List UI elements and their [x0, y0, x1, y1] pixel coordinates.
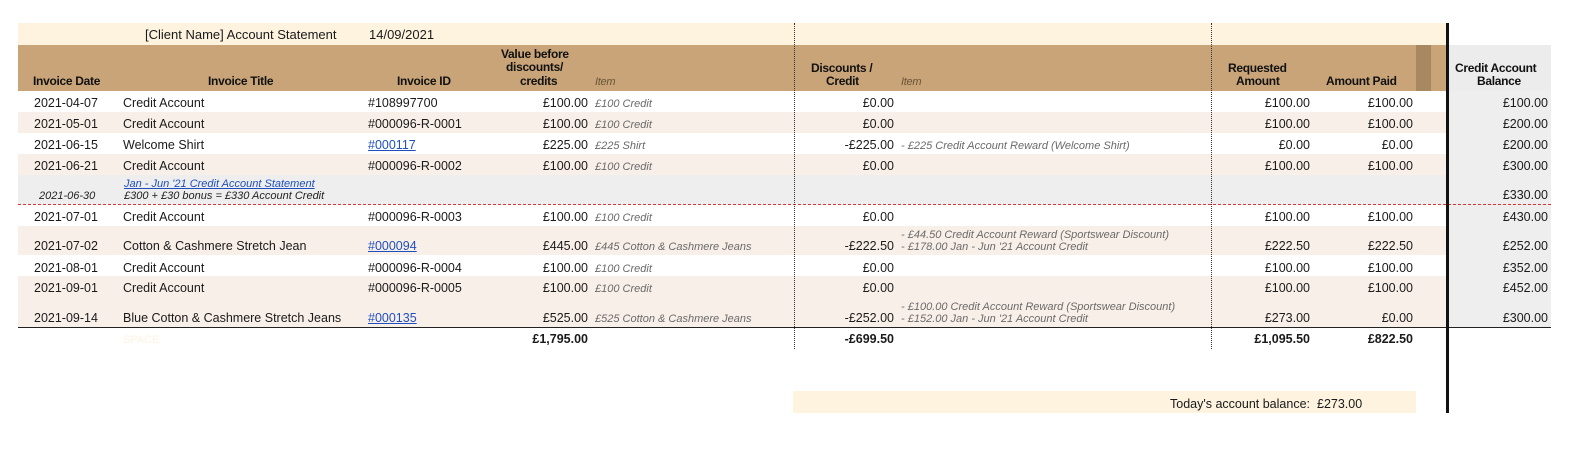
cell-discount: £0.00 — [862, 96, 894, 110]
cell-paid: £100.00 — [1367, 210, 1413, 224]
cell-date: 2021-08-01 — [34, 261, 98, 275]
cell-balance: £430.00 — [1502, 210, 1548, 224]
total-paid: £822.50 — [1367, 332, 1413, 346]
cell-date: 2021-06-21 — [34, 159, 98, 173]
cell-date: 2021-07-02 — [34, 239, 98, 253]
cell-balance: £200.00 — [1502, 138, 1548, 152]
cell-discount: £0.00 — [862, 117, 894, 131]
cell-discount: -£252.00 — [844, 311, 894, 325]
total-requested: £1,095.50 — [1254, 332, 1310, 346]
cell-date: 2021-06-15 — [34, 138, 98, 152]
cell-paid: £100.00 — [1367, 117, 1413, 131]
cell-discount: £0.00 — [862, 261, 894, 275]
statement-title: [Client Name] Account Statement — [145, 27, 337, 42]
header-invoice-id[interactable]: Invoice ID — [397, 74, 451, 88]
cell-balance: £300.00 — [1502, 311, 1548, 325]
header-balance-1[interactable]: Credit Account — [1455, 61, 1537, 75]
header-amount-paid[interactable]: Amount Paid — [1326, 74, 1397, 88]
header-value-before-1[interactable]: Value before — [501, 47, 569, 61]
cell-discount-item: - £100.00 Credit Account Reward (Sportswear Discount) — [901, 301, 1176, 313]
cell-paid: £222.50 — [1367, 239, 1413, 253]
total-discount: -£699.50 — [844, 332, 894, 346]
space-placeholder: SPACE — [123, 334, 160, 346]
balance-column-border — [1446, 23, 1449, 413]
cell-invoice-id: #000096-R-0004 — [368, 261, 462, 275]
cell-requested: £100.00 — [1264, 210, 1310, 224]
cell-title: Credit Account — [123, 210, 205, 224]
totals-rule-right — [1449, 327, 1551, 328]
cell-paid: £100.00 — [1367, 96, 1413, 110]
cell-title: Credit Account — [123, 117, 205, 131]
header-item[interactable]: Item — [595, 76, 616, 88]
cell-discount: £0.00 — [862, 210, 894, 224]
statement-date: 14/09/2021 — [369, 27, 435, 42]
cell-date: 2021-09-14 — [34, 311, 98, 325]
cell-date: 2021-04-07 — [34, 96, 98, 110]
header-discount-item[interactable]: Item — [901, 76, 922, 88]
header-value-before-2[interactable]: discounts/ — [506, 60, 564, 74]
invoice-link[interactable]: #000094 — [368, 239, 417, 253]
cell-invoice-id: #000096-R-0005 — [368, 281, 462, 295]
cell-date: 2021-07-01 — [34, 210, 98, 224]
summary-balance: £330.00 — [1502, 188, 1548, 202]
cell-title: Welcome Shirt — [123, 138, 205, 152]
cell-requested: £100.00 — [1264, 281, 1310, 295]
cell-invoice-id: #000096-R-0001 — [368, 117, 462, 131]
cell-value: £100.00 — [542, 159, 588, 173]
header-discounts-2[interactable]: Credit — [826, 74, 859, 88]
cell-value: £225.00 — [542, 138, 588, 152]
cell-balance: £252.00 — [1502, 239, 1548, 253]
cell-balance: £200.00 — [1502, 117, 1548, 131]
summary-date: 2021-06-30 — [39, 190, 96, 202]
cell-balance: £300.00 — [1502, 159, 1548, 173]
cell-balance: £352.00 — [1502, 261, 1548, 275]
credit-statement-link[interactable]: Jan - Jun '21 Credit Account Statement — [124, 178, 315, 190]
cell-title: Credit Account — [123, 96, 205, 110]
cell-discount: £0.00 — [862, 159, 894, 173]
header-invoice-date[interactable]: Invoice Date — [33, 74, 101, 88]
cell-date: 2021-05-01 — [34, 117, 98, 131]
summary-note: £300 + £30 bonus = £330 Account Credit — [124, 190, 325, 202]
cell-requested: £100.00 — [1264, 261, 1310, 275]
cell-invoice-id: #108997700 — [368, 96, 438, 110]
cell-balance: £100.00 — [1502, 96, 1548, 110]
cell-requested: £222.50 — [1264, 239, 1310, 253]
header-value-before-3[interactable]: credits — [520, 74, 558, 88]
column-divider — [794, 23, 795, 349]
cell-title: Credit Account — [123, 281, 205, 295]
today-balance-label: Today's account balance: — [1170, 397, 1310, 411]
header-shade-cell — [1416, 45, 1431, 91]
cell-invoice-id: #000096-R-0002 — [368, 159, 462, 173]
cell-requested: £100.00 — [1264, 159, 1310, 173]
invoice-link[interactable]: #000135 — [368, 311, 417, 325]
cell-item: £100 Credit — [595, 161, 652, 173]
cell-title: Credit Account — [123, 261, 205, 275]
total-value: £1,795.00 — [532, 332, 588, 346]
cell-item: £525 Cotton & Cashmere Jeans — [595, 313, 752, 325]
cell-paid: £0.00 — [1381, 138, 1413, 152]
cell-value: £100.00 — [542, 117, 588, 131]
cell-invoice-id: #000096-R-0003 — [368, 210, 462, 224]
cell-item: £100 Credit — [595, 283, 652, 295]
period-divider — [18, 204, 1551, 205]
header-balance-2[interactable]: Balance — [1477, 74, 1521, 88]
totals-rule — [18, 327, 1446, 328]
cell-title: Blue Cotton & Cashmere Stretch Jeans — [123, 311, 342, 325]
cell-balance: £452.00 — [1502, 281, 1548, 295]
cell-discount-item: - £152.00 Jan - Jun '21 Account Credit — [901, 313, 1088, 325]
header-discounts-1[interactable]: Discounts / — [811, 61, 873, 75]
header-requested-1[interactable]: Requested — [1228, 61, 1287, 75]
cell-paid: £100.00 — [1367, 159, 1413, 173]
cell-discount-item: - £225 Credit Account Reward (Welcome Shirt) — [901, 140, 1130, 152]
cell-item: £100 Credit — [595, 119, 652, 131]
cell-value: £100.00 — [542, 210, 588, 224]
cell-discount: -£222.50 — [844, 239, 894, 253]
cell-value: £100.00 — [542, 281, 588, 295]
cell-requested: £100.00 — [1264, 96, 1310, 110]
cell-value: £100.00 — [542, 96, 588, 110]
today-balance-value: £273.00 — [1317, 397, 1363, 411]
cell-paid: £100.00 — [1367, 281, 1413, 295]
cell-discount: -£225.00 — [844, 138, 894, 152]
cell-item: £100 Credit — [595, 263, 652, 275]
column-divider — [1211, 23, 1212, 349]
cell-item: £445 Cotton & Cashmere Jeans — [595, 241, 752, 253]
cell-value: £100.00 — [542, 261, 588, 275]
invoice-link[interactable]: #000117 — [368, 138, 416, 152]
cell-requested: £0.00 — [1278, 138, 1310, 152]
cell-discount-item: - £178.00 Jan - Jun '21 Account Credit — [901, 241, 1088, 253]
cell-requested: £273.00 — [1264, 311, 1310, 325]
cell-value: £525.00 — [542, 311, 588, 325]
header-requested-2[interactable]: Amount — [1236, 74, 1280, 88]
cell-requested: £100.00 — [1264, 117, 1310, 131]
cell-paid: £100.00 — [1367, 261, 1413, 275]
cell-title: Credit Account — [123, 159, 205, 173]
cell-discount-item: - £44.50 Credit Account Reward (Sportswear Discount) — [901, 229, 1169, 241]
cell-item: £225 Shirt — [595, 140, 646, 152]
cell-title: Cotton & Cashmere Stretch Jean — [123, 239, 307, 253]
cell-discount: £0.00 — [862, 281, 894, 295]
cell-date: 2021-09-01 — [34, 281, 98, 295]
cell-item: £100 Credit — [595, 98, 652, 110]
cell-paid: £0.00 — [1381, 311, 1413, 325]
cell-item: £100 Credit — [595, 212, 652, 224]
cell-value: £445.00 — [542, 239, 588, 253]
header-invoice-title[interactable]: Invoice Title — [208, 74, 274, 88]
